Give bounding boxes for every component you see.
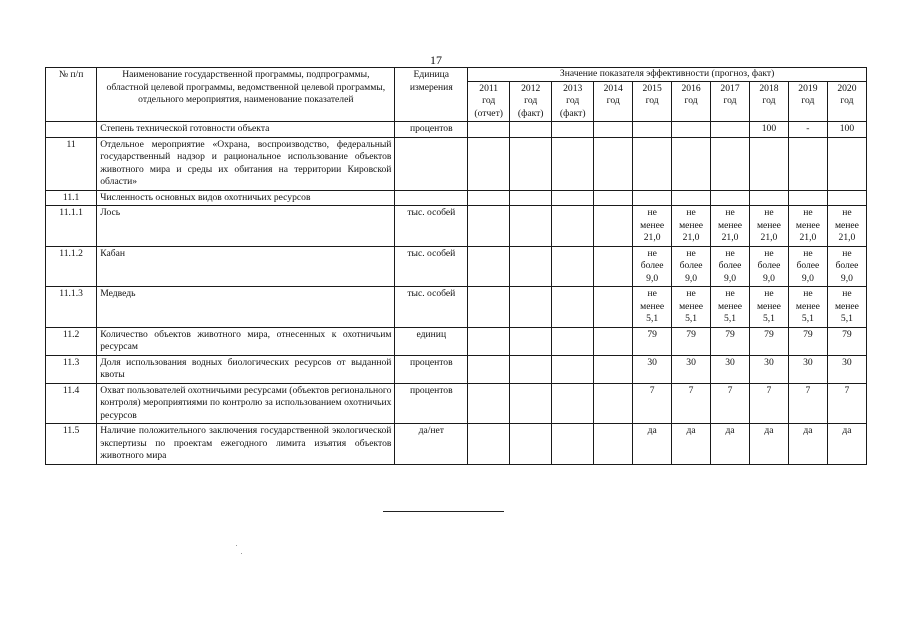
- row-value: 79: [788, 327, 827, 355]
- row-value: [552, 287, 594, 328]
- row-value: [468, 327, 510, 355]
- row-name: Отдельное мероприятие «Охрана, воспроизводство, федеральный государственный надзор и рациональное использование объектов животного мира и среды их обитания на территории Кировской области»: [97, 137, 395, 190]
- row-unit: процентов: [395, 383, 468, 424]
- row-value: [749, 137, 788, 190]
- header-year: [552, 81, 594, 122]
- table-row: [46, 137, 867, 190]
- row-value: 30: [711, 355, 750, 383]
- row-value: 30: [827, 355, 866, 383]
- row-value: [510, 424, 552, 465]
- row-value: не менее 21,0: [633, 206, 672, 247]
- row-value: [510, 122, 552, 138]
- table-row: [46, 122, 867, 138]
- row-value: [468, 137, 510, 190]
- header-year-year: 2016: [681, 82, 701, 94]
- row-value: [552, 327, 594, 355]
- row-value: 79: [633, 327, 672, 355]
- header-year-note: (факт): [517, 107, 544, 119]
- header-year-year: 2014: [603, 82, 623, 94]
- row-value: [594, 383, 633, 424]
- header-year: [672, 81, 711, 122]
- row-name: Доля использования водных биологических ресурсов от выданной квоты: [97, 355, 395, 383]
- row-value: [552, 424, 594, 465]
- row-value: не менее 5,1: [827, 287, 866, 328]
- table-row: [46, 355, 867, 383]
- row-number: 11.4: [46, 383, 97, 424]
- row-value: 7: [711, 383, 750, 424]
- header-year-word: год: [524, 95, 538, 106]
- row-value: [510, 137, 552, 190]
- header-year-word: год: [606, 95, 620, 106]
- header-year-note: (факт): [559, 107, 586, 119]
- row-number: 11.3: [46, 355, 97, 383]
- row-value: да: [672, 424, 711, 465]
- row-value: 30: [672, 355, 711, 383]
- row-name: Кабан: [97, 246, 395, 287]
- end-rule: [383, 511, 504, 512]
- row-value: [594, 424, 633, 465]
- header-year-year: 2013: [563, 82, 583, 94]
- header-year-year: 2017: [720, 82, 740, 94]
- row-value: не менее 21,0: [711, 206, 750, 247]
- table-row: [46, 190, 867, 206]
- row-value: [468, 424, 510, 465]
- header-name: Наименование государственной программы, подпрограммы, областной целевой программы, ведомственной целевой программы, отдельного мероприятия, наименование показателей: [97, 68, 395, 122]
- table-row: [46, 383, 867, 424]
- table-row: [46, 287, 867, 328]
- row-value: не менее 21,0: [749, 206, 788, 247]
- header-year-word: год: [801, 95, 815, 106]
- row-unit: тыс. особей: [395, 206, 468, 247]
- row-value: [749, 190, 788, 206]
- row-value: [594, 206, 633, 247]
- row-number: 11.2: [46, 327, 97, 355]
- row-value: [510, 327, 552, 355]
- row-value: не менее 21,0: [788, 206, 827, 247]
- row-value: не менее 5,1: [633, 287, 672, 328]
- row-value: [468, 287, 510, 328]
- row-value: не менее 5,1: [672, 287, 711, 328]
- row-value: [594, 287, 633, 328]
- row-value: [510, 246, 552, 287]
- row-value: не более 9,0: [788, 246, 827, 287]
- row-value: [468, 383, 510, 424]
- row-value: 7: [788, 383, 827, 424]
- row-value: 100: [827, 122, 866, 138]
- row-number: 11.1: [46, 190, 97, 206]
- row-value: [594, 137, 633, 190]
- row-value: не менее 5,1: [711, 287, 750, 328]
- row-number: 11.1.2: [46, 246, 97, 287]
- row-value: [788, 137, 827, 190]
- row-value: [468, 190, 510, 206]
- row-name: Лось: [97, 206, 395, 247]
- header-year: [510, 81, 552, 122]
- header-year-year: 2019: [798, 82, 818, 94]
- row-value: 79: [827, 327, 866, 355]
- row-value: [633, 190, 672, 206]
- row-value: 30: [788, 355, 827, 383]
- header-year: [468, 81, 510, 122]
- row-unit: тыс. особей: [395, 287, 468, 328]
- scan-speck: [236, 545, 237, 546]
- row-unit: единиц: [395, 327, 468, 355]
- row-number: [46, 122, 97, 138]
- header-year-year: 2011: [479, 82, 499, 94]
- row-value: 30: [633, 355, 672, 383]
- header-year: [633, 81, 672, 122]
- row-value: не менее 5,1: [749, 287, 788, 328]
- header-year: [827, 81, 866, 122]
- row-value: [788, 190, 827, 206]
- scan-speck: [241, 553, 242, 554]
- row-value: 100: [749, 122, 788, 138]
- row-value: [672, 137, 711, 190]
- header-year-word: год: [645, 95, 659, 106]
- page-number: 17: [430, 53, 442, 67]
- indicators-table: [45, 67, 867, 465]
- row-value: [510, 355, 552, 383]
- row-value: 79: [672, 327, 711, 355]
- row-value: -: [788, 122, 827, 138]
- row-value: [711, 137, 750, 190]
- row-value: [510, 383, 552, 424]
- row-value: [510, 287, 552, 328]
- row-name: Численность основных видов охотничьих ресурсов: [97, 190, 395, 206]
- row-value: [468, 246, 510, 287]
- header-year-word: год: [762, 95, 776, 106]
- row-value: [827, 190, 866, 206]
- table-row: [46, 246, 867, 287]
- table-row: [46, 327, 867, 355]
- row-value: [633, 122, 672, 138]
- row-unit: процентов: [395, 122, 468, 138]
- row-name: Медведь: [97, 287, 395, 328]
- row-unit: тыс. особей: [395, 246, 468, 287]
- row-value: [552, 246, 594, 287]
- row-value: [594, 327, 633, 355]
- row-value: [552, 122, 594, 138]
- row-value: 79: [749, 327, 788, 355]
- header-number: № п/п: [46, 68, 97, 122]
- row-unit: процентов: [395, 355, 468, 383]
- row-value: [594, 190, 633, 206]
- header-year: [711, 81, 750, 122]
- row-value: не более 9,0: [827, 246, 866, 287]
- row-name: Количество объектов животного мира, отнесенных к охотничьим ресурсам: [97, 327, 395, 355]
- row-value: не менее 5,1: [788, 287, 827, 328]
- row-value: да: [788, 424, 827, 465]
- header-year-year: 2015: [642, 82, 662, 94]
- row-value: не менее 21,0: [672, 206, 711, 247]
- row-value: [552, 206, 594, 247]
- row-value: не более 9,0: [633, 246, 672, 287]
- row-number: 11.1.3: [46, 287, 97, 328]
- row-value: не менее 21,0: [827, 206, 866, 247]
- row-value: не более 9,0: [672, 246, 711, 287]
- row-value: [468, 206, 510, 247]
- row-value: 7: [633, 383, 672, 424]
- row-value: 7: [749, 383, 788, 424]
- row-unit: [395, 137, 468, 190]
- header-year-year: 2020: [837, 82, 857, 94]
- header-year: [749, 81, 788, 122]
- row-value: 30: [749, 355, 788, 383]
- row-value: да: [827, 424, 866, 465]
- header-year-year: 2018: [759, 82, 779, 94]
- row-value: [552, 137, 594, 190]
- header-year-word: год: [684, 95, 698, 106]
- row-value: 7: [827, 383, 866, 424]
- row-value: не более 9,0: [711, 246, 750, 287]
- row-number: 11.5: [46, 424, 97, 465]
- row-value: [468, 355, 510, 383]
- header-year-year: 2012: [521, 82, 541, 94]
- row-number: 11.1.1: [46, 206, 97, 247]
- row-value: [594, 355, 633, 383]
- row-value: [711, 122, 750, 138]
- header-year-word: год: [482, 95, 496, 106]
- row-value: [510, 190, 552, 206]
- row-value: [552, 190, 594, 206]
- row-value: да: [711, 424, 750, 465]
- row-value: [633, 137, 672, 190]
- header-year: [594, 81, 633, 122]
- row-value: [552, 355, 594, 383]
- header-unit: Единица измерения: [395, 68, 468, 122]
- row-value: [672, 190, 711, 206]
- header-year-note: (отчет): [474, 107, 503, 119]
- row-value: [468, 122, 510, 138]
- header-year-word: год: [840, 95, 854, 106]
- row-value: [552, 383, 594, 424]
- header-values-title: Значение показателя эффективности (прогноз, факт): [468, 68, 867, 82]
- header-year-word: год: [566, 95, 580, 106]
- table-row: [46, 424, 867, 465]
- row-name: Степень технической готовности объекта: [97, 122, 395, 138]
- row-value: да: [633, 424, 672, 465]
- row-number: 11: [46, 137, 97, 190]
- table-row: [46, 206, 867, 247]
- row-value: да: [749, 424, 788, 465]
- row-value: 79: [711, 327, 750, 355]
- row-name: Наличие положительного заключения государственной экологической экспертизы по проектам ежегодного лимита изъятия объектов животного мира: [97, 424, 395, 465]
- header-row: [46, 68, 867, 82]
- row-name: Охват пользователей охотничьими ресурсами (объектов регионального контроля) мероприятиями по контролю за использованием охотничьих ресурсов: [97, 383, 395, 424]
- row-value: [594, 122, 633, 138]
- row-unit: [395, 190, 468, 206]
- row-value: не более 9,0: [749, 246, 788, 287]
- row-value: [672, 122, 711, 138]
- header-year-word: год: [723, 95, 737, 106]
- row-value: [510, 206, 552, 247]
- row-value: 7: [672, 383, 711, 424]
- row-value: [594, 246, 633, 287]
- row-value: [827, 137, 866, 190]
- header-year: [788, 81, 827, 122]
- row-unit: да/нет: [395, 424, 468, 465]
- row-value: [711, 190, 750, 206]
